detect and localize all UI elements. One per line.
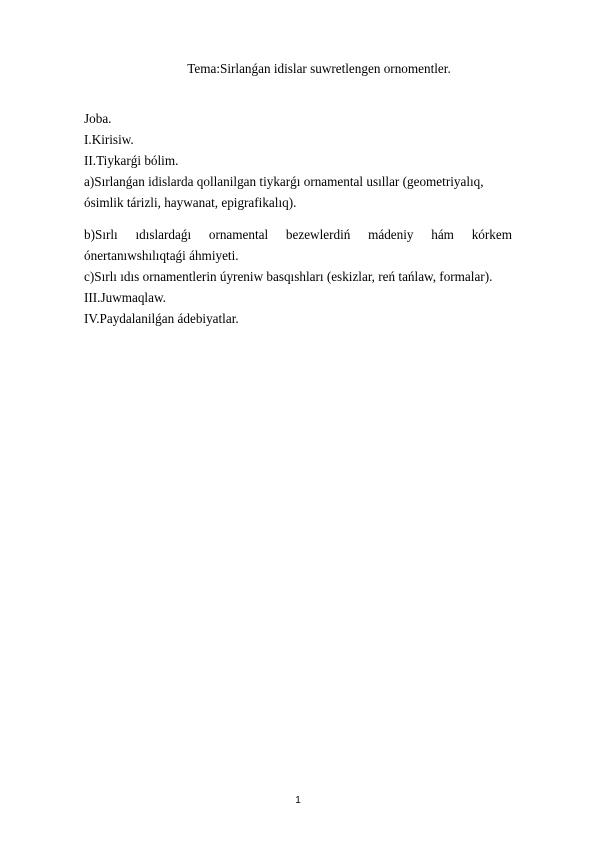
word: mádeniy — [368, 227, 414, 242]
word: bezewlerdiń — [285, 227, 351, 242]
outline-subitem-a-line-2: ósimlik tárizli, haywanat, epigrafikalıq). — [84, 195, 297, 210]
outline-subitem-b-line-2: ónertanıwshılıqtaǵi áhmiyeti. — [84, 248, 239, 263]
outline-item-introduction: I.Kirisiw. — [84, 132, 134, 147]
document-title: Tema:Sirlanǵan idislar suwretlengen ornomentler. — [187, 61, 451, 76]
outline-subitem-c: c)Sırlı ıdıs ornamentlerin úyreniw basqıshları (eskizlar, reń tańlaw, formalar). — [84, 269, 493, 284]
outline-subitem-b-line-1 — [84, 227, 512, 243]
word: hám — [431, 227, 454, 242]
outline-item-references: IV.Paydalanilǵan ádebiyatlar. — [84, 311, 239, 326]
outline-heading: Joba. — [84, 111, 112, 126]
outline-subitem-a-line-1: a)Sırlanǵan idislarda qollanilgan tiykarǵı ornamental usıllar (geometriyalıq, — [84, 174, 484, 189]
outline-item-main-part: II.Tiykarǵi bólim. — [84, 153, 179, 168]
word: b)Sırlı — [84, 227, 118, 242]
word: ıdıslardaǵı — [135, 227, 192, 242]
page-number: 1 — [295, 795, 301, 806]
word: kórkem — [471, 227, 512, 242]
word: ornamental — [208, 227, 269, 242]
outline-item-conclusion: III.Juwmaqlaw. — [84, 290, 166, 305]
